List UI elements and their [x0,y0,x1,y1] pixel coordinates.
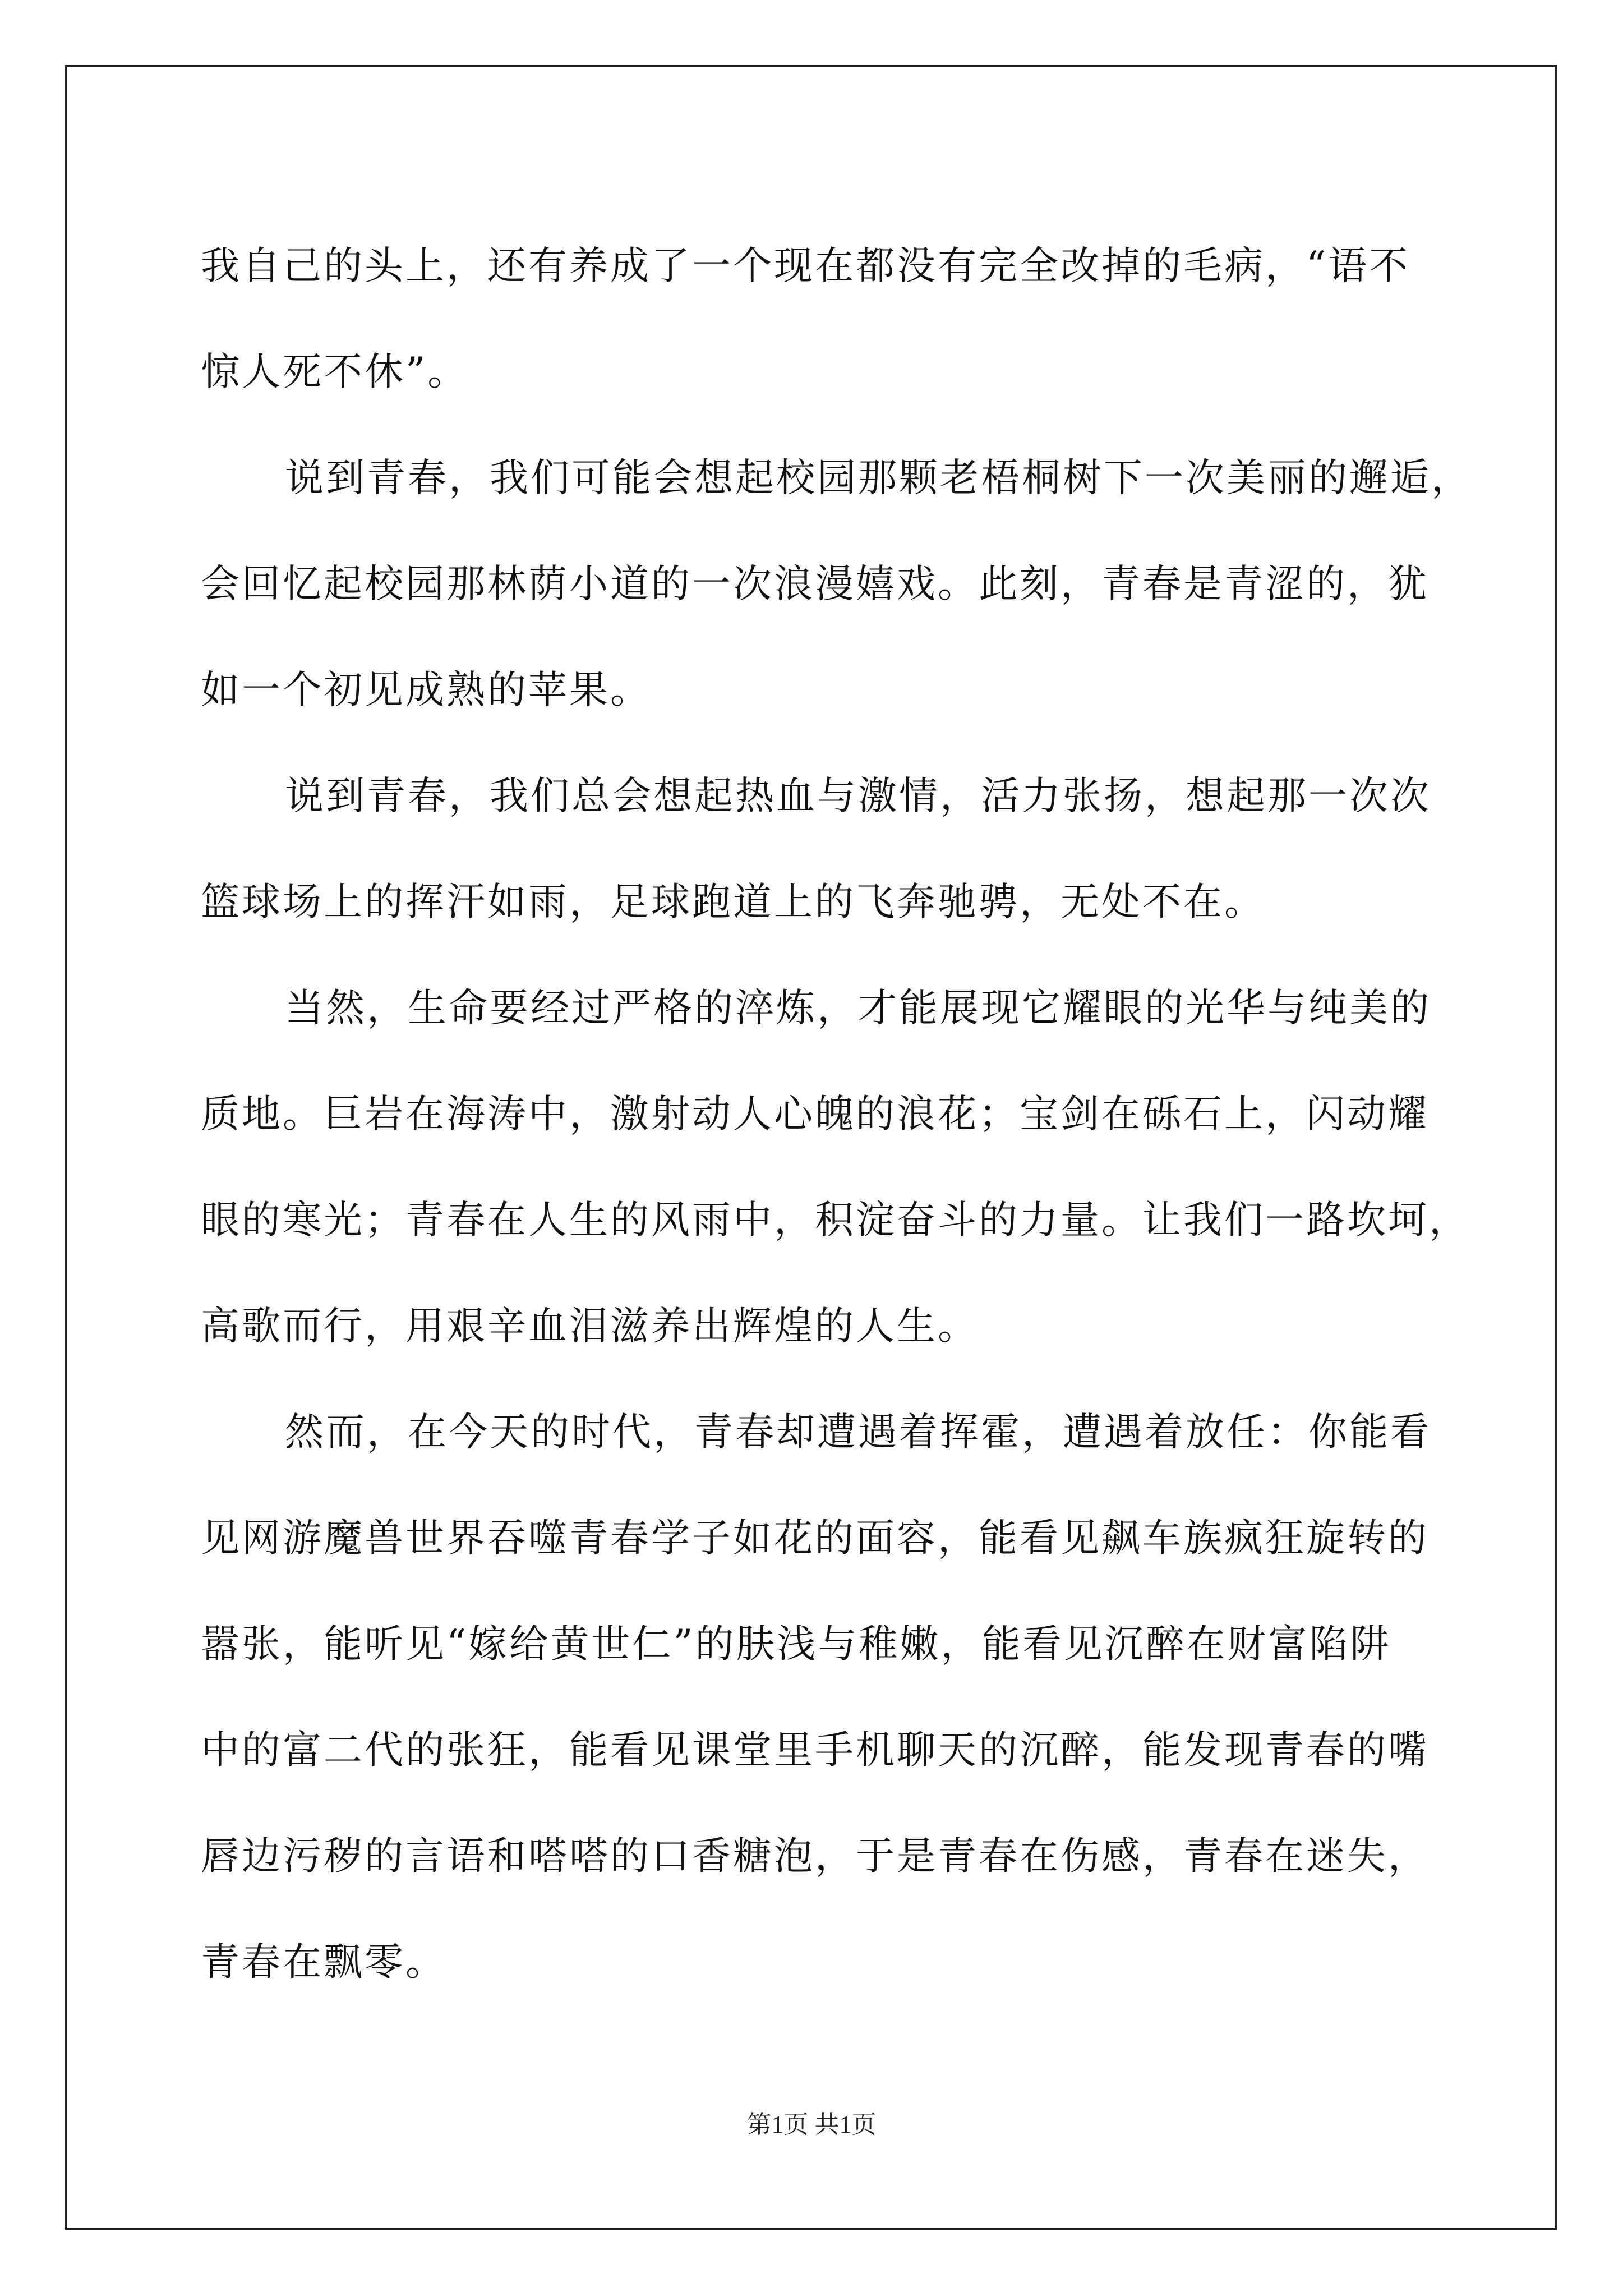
text-line: 高歌而行，用艰辛血泪滋养出辉煌的人生。 [201,1304,979,1349]
text-line: 惊人死不休”。 [201,349,469,394]
text-line: 说到青春，我们可能会想起校园那颗老梧桐树下一次美丽的邂逅， [285,455,1472,500]
text-line: 当然，生命要经过严格的淬炼，才能展现它耀眼的光华与纯美的 [285,986,1431,1030]
text-line: 见网游魔兽世界吞噬青春学子如花的面容，能看见飙车族疯狂旋转的 [201,1516,1429,1561]
paragraph [201,955,1470,1379]
text-line: 唇边污秽的言语和嗒嗒的口香糖泡，于是青春在伤感，青春在迷失， [201,1834,1429,1879]
document-body [201,213,1472,2016]
text-line: 会回忆起校园那林荫小道的一次浪漫嬉戏。此刻，青春是青涩的，犹 [201,562,1429,606]
text-line: 青春在飘零。 [201,1940,446,1985]
text-line: 我自己的头上，还有养成了一个现在都没有完全改掉的毛病，“语不 [201,243,1410,288]
text-line: 如一个初见成熟的苹果。 [201,668,651,712]
text-line: 说到青春，我们总会想起热血与激情，活力张扬，想起那一次次 [285,774,1431,818]
paragraph [201,1379,1435,2016]
text-line: 质地。巨岩在海涛中，激射动人心魄的浪花；宝剑在砾石上，闪动耀 [201,1092,1429,1137]
paragraph [201,743,1435,955]
paragraph [201,213,1435,425]
text-line: 然而，在今天的时代，青春却遭遇着挥霍，遭遇着放任：你能看 [285,1410,1431,1455]
text-line: 眼的寒光；青春在人生的风雨中，积淀奋斗的力量。让我们一路坎坷， [201,1198,1470,1243]
text-line: 嚣张，能听见“嫁给黄世仁”的肤浅与稚嫩，能看见沉醉在财富陷阱 [201,1622,1391,1667]
text-line: 篮球场上的挥汗如雨，足球跑道上的飞奔驰骋，无处不在。 [201,880,1265,924]
page-number-footer: 第1页 共1页 [746,2111,877,2138]
text-line: 中的富二代的张狂，能看见课堂里手机聊天的沉醉，能发现青春的嘴 [201,1728,1429,1773]
paragraph [201,425,1472,743]
